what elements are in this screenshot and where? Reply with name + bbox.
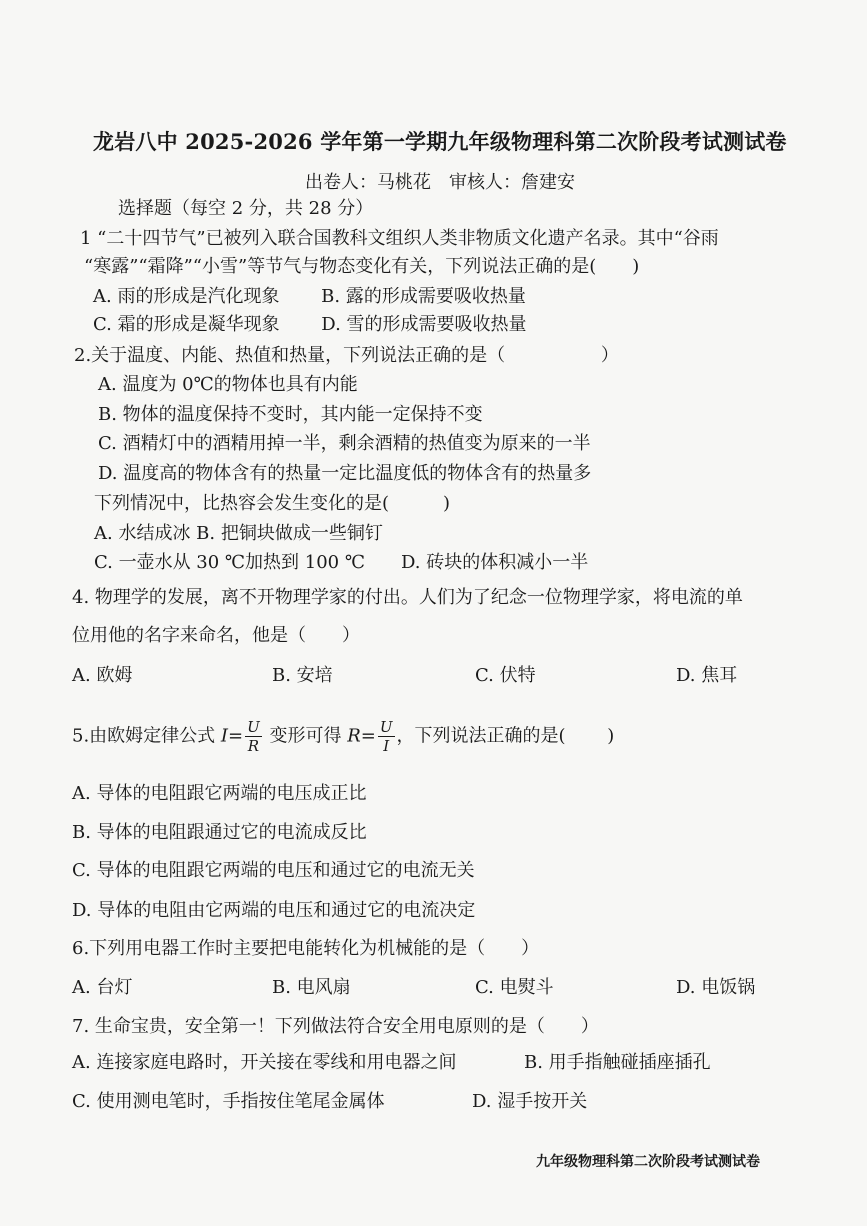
q6-option-c: C. 电熨斗: [475, 977, 554, 998]
q5-option-a: A. 导体的电阻跟它两端的电压成正比: [72, 783, 367, 804]
q4-option-a: A. 欧姆: [72, 665, 133, 686]
q2-option-d: D. 温度高的物体含有的热量一定比温度低的物体含有的热量多: [98, 463, 592, 484]
q3-stem: 下列情况中，比热容会发生变化的是( ): [94, 493, 451, 514]
q2-option-c: C. 酒精灯中的酒精用掉一半，剩余酒精的热值变为原来的一半: [98, 433, 591, 454]
q5-formula2-denominator: I: [383, 737, 390, 755]
q7-option-b: B. 用手指触碰插座插孔: [524, 1052, 711, 1073]
q5-stem: [72, 718, 614, 755]
q1-stem-line1: 1 “二十四节气”已被列入联合国教科文组织人类非物质文化遗产名录。其中“谷雨: [80, 228, 719, 249]
q3-options-line2: C. 一壶水从 30 ℃加热到 100 ℃ D. 砖块的体积减小一半: [94, 552, 589, 573]
exam-title: 龙岩八中 2025-2026 学年第一学期九年级物理科第二次阶段考试测试卷: [93, 129, 787, 154]
q5-formula-left: I=: [220, 725, 244, 747]
page-footer: 九年级物理科第二次阶段考试测试卷: [536, 1154, 760, 1170]
q5-suffix: ，下列说法正确的是( ): [396, 725, 615, 747]
q4-stem-line2: 位用他的名字来命名，他是（ ）: [72, 625, 360, 646]
q5-formula2-fraction: [378, 718, 395, 755]
q1-options-line1: A. 雨的形成是汽化现象 B. 露的形成需要吸收热量: [93, 286, 526, 307]
q5-formula-fraction: [245, 718, 262, 755]
q5-formula-denominator: R: [247, 737, 260, 755]
q1-stem-line2: “寒露”“霜降”“小雪”等节气与物态变化有关，下列说法正确的是( ): [84, 256, 640, 277]
q7-stem: 7. 生命宝贵，安全第一！下列做法符合安全用电原则的是（ ）: [72, 1016, 599, 1037]
q7-option-c: C. 使用测电笔时，手指按住笔尾金属体: [72, 1091, 385, 1112]
q4-option-c: C. 伏特: [475, 665, 536, 686]
q3-options-line1: A. 水结成冰 B. 把铜块做成一些铜钉: [94, 523, 383, 544]
q5-formula-numerator: U: [247, 718, 260, 736]
q2-stem: 2.关于温度、内能、热值和热量，下列说法正确的是（ ）: [74, 345, 619, 366]
q2-option-a: A. 温度为 0℃的物体也具有内能: [98, 374, 358, 395]
q5-middle: 变形可得: [263, 725, 348, 747]
q5-prefix: 5.由欧姆定律公式: [72, 725, 221, 747]
q7-option-d: D. 湿手按开关: [472, 1091, 588, 1112]
q2-option-b: B. 物体的温度保持不变时，其内能一定保持不变: [98, 404, 483, 425]
q5-option-c: C. 导体的电阻跟它两端的电压和通过它的电流无关: [72, 860, 475, 881]
q4-stem-line1: 4. 物理学的发展，离不开物理学家的付出。人们为了纪念一位物理学家，将电流的单: [72, 587, 743, 608]
section-heading: 选择题（每空 2 分，共 28 分）: [118, 198, 374, 219]
exam-authors: 出卷人：马桃花 审核人：詹建安: [305, 172, 575, 193]
q6-stem: 6.下列用电器工作时主要把电能转化为机械能的是（ ）: [72, 938, 540, 959]
q7-option-a: A. 连接家庭电路时，开关接在零线和用电器之间: [72, 1052, 457, 1073]
q4-option-b: B. 安培: [272, 665, 333, 686]
q5-formula2-left: R=: [347, 725, 376, 747]
q1-options-line2: C. 霜的形成是凝华现象 D. 雪的形成需要吸收热量: [93, 314, 527, 335]
q5-option-d: D. 导体的电阻由它两端的电压和通过它的电流决定: [72, 900, 476, 921]
q6-option-d: D. 电饭锅: [676, 977, 756, 998]
q6-option-b: B. 电风扇: [272, 977, 351, 998]
q5-option-b: B. 导体的电阻跟通过它的电流成反比: [72, 822, 367, 843]
q6-option-a: A. 台灯: [72, 977, 133, 998]
q5-formula2-numerator: U: [379, 718, 393, 736]
q4-option-d: D. 焦耳: [676, 665, 738, 686]
